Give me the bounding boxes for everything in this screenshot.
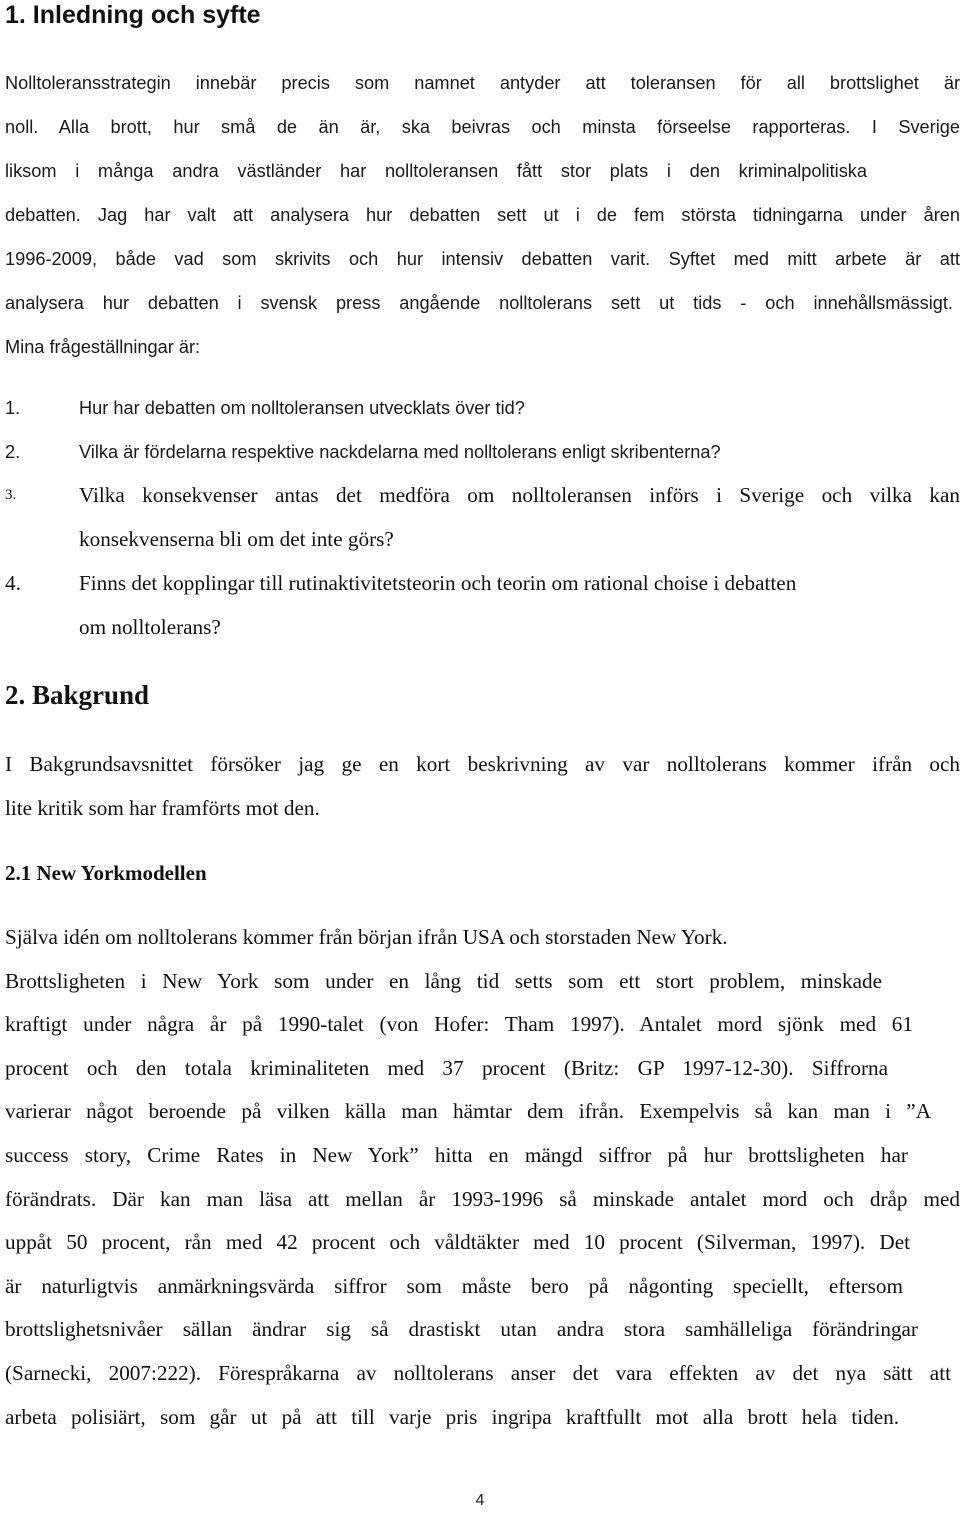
paragraph-line: förändrats. Där kan man läsa att mellan år 1993-1996 så minskade antalet mord och dråp med: [5, 1186, 960, 1211]
paragraph-line: Själva idén om nolltolerans kommer från början ifrån USA och storstaden New York.: [5, 925, 728, 949]
section-heading-inledning: 1. Inledning och syfte: [5, 1, 261, 29]
paragraph-line: liksom i många andra västländer har nolltoleransen fått stor plats i den kriminalpolitiska: [5, 161, 867, 181]
paragraph-line: uppåt 50 procent, rån med 42 procent och våldtäkter med 10 procent (Silverman, 1997). Det: [5, 1230, 910, 1255]
list-item-text: Hur har debatten om nolltoleransen utvecklats över tid?: [79, 398, 525, 418]
list-number: 2.: [5, 442, 21, 462]
paragraph-line: kraftigt under några år på 1990-talet (von Hofer: Tham 1997). Antalet mord sjönk med 61: [5, 1012, 913, 1037]
paragraph-line: success story, Crime Rates in New York” hitta en mängd siffror på hur brottsligheten har: [5, 1142, 908, 1167]
paragraph-line: 1996-2009, både vad som skrivits och hur intensiv debatten varit. Syftet med mitt arbete är att: [5, 249, 960, 269]
paragraph-line: brottslighetsnivåer sällan ändrar sig så drastiskt utan andra stora samhälleliga förändringar: [5, 1317, 918, 1342]
paragraph-line: analysera hur debatten i svensk press angående nolltolerans sett ut tids - och innehållsmässigt.: [5, 293, 953, 313]
paragraph-line: Nolltoleransstrategin innebär precis som namnet antyder att toleransen för all brottslighet är: [5, 73, 960, 93]
paragraph-line: (Sarnecki, 2007:222). Förespråkarna av nolltolerans anser det vara effekten av det nya sätt att: [5, 1360, 951, 1385]
page-number: 4: [475, 1492, 485, 1509]
paragraph-line: noll. Alla brott, hur små de än är, ska beivras och minsta förseelse rapporteras. I Sverige: [5, 117, 960, 137]
paragraph-line: är naturligtvis anmärkningsvärda siffror som måste bero på någonting speciellt, eftersom: [5, 1273, 903, 1298]
list-number: 1.: [5, 398, 21, 418]
list-item-text: konsekvenserna bli om det inte görs?: [79, 526, 394, 551]
list-item-text: Vilka konsekvenser antas det medföra om nolltoleransen införs i Sverige och vilka kan: [79, 483, 960, 507]
paragraph-line: varierar något beroende på vilken källa man hämtar dem ifrån. Exempelvis så kan man i ”A: [5, 1099, 931, 1124]
intro-paragraph: [5, 61, 960, 369]
list-number: 3.: [5, 487, 17, 503]
list-item-text: Vilka är fördelarna respektive nackdelarna med nolltolerans enligt skribenterna?: [79, 442, 721, 462]
bakgrund-paragraph: [5, 743, 960, 830]
paragraph-line: arbeta polisiärt, som går ut på att till varje pris ingripa kraftfullt mot alla brott hela tiden.: [5, 1404, 899, 1429]
list-item-text: om nolltolerans?: [79, 614, 221, 639]
paragraph-line: Brottsligheten i New York som under en lång tid setts som ett stort problem, minskade: [5, 968, 882, 993]
section-heading-bakgrund: 2. Bakgrund: [5, 680, 150, 710]
new-york-paragraph: [5, 916, 960, 1439]
section-heading-new-yorkmodellen: 2.1 New Yorkmodellen: [5, 861, 207, 885]
paragraph-line: debatten. Jag har valt att analysera hur debatten sett ut i de fem största tidningarna under åren: [5, 205, 960, 225]
list-number: 4.: [5, 571, 21, 595]
paragraph-line: procent och den totala kriminaliteten med 37 procent (Britz: GP 1997-12-30). Siffrorna: [5, 1055, 888, 1080]
paragraph-line: I Bakgrundsavsnittet försöker jag ge en kort beskrivning av var nolltolerans kommer ifrån och: [5, 752, 960, 776]
list-item-text: Finns det kopplingar till rutinaktivitetsteorin och teorin om rational choise i debatten: [79, 571, 797, 595]
paragraph-line: lite kritik som har framförts mot den.: [5, 795, 320, 820]
paragraph-line: Mina frågeställningar är:: [5, 337, 201, 357]
